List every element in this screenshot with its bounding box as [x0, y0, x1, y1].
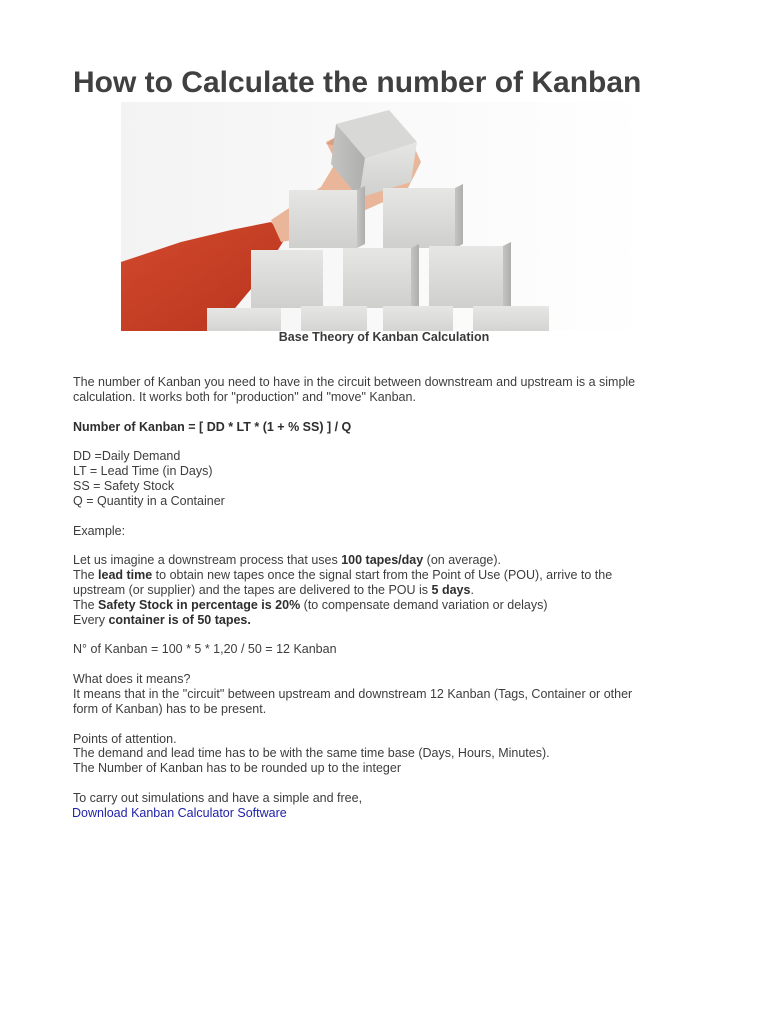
intro-line: calculation. It works both for "production" and "move" Kanban. [73, 389, 416, 404]
image-caption: Base Theory of Kanban Calculation [278, 330, 490, 344]
article-body [73, 375, 698, 821]
definition-item: SS = Safety Stock [73, 478, 175, 493]
definition-item: LT = Lead Time (in Days) [73, 464, 213, 479]
meaning-question: What does it means? [73, 672, 191, 687]
kanban-blocks-image [121, 102, 647, 331]
example-line: The lead time to obtain new tapes once the signal start from the Point of Use (POU), arrive to the [73, 568, 613, 583]
example-line: Every container is of 50 tapes. [73, 612, 251, 627]
attention-line: The demand and lead time has to be with the same time base (Days, Hours, Minutes). [73, 746, 550, 761]
attention-heading: Points of attention. [73, 731, 177, 746]
definition-item: DD =Daily Demand [73, 449, 181, 464]
download-calculator-link[interactable]: Download Kanban Calculator Software [72, 805, 287, 820]
intro-line: The number of Kanban you need to have in the circuit between downstream and upstream is a simple [73, 375, 636, 389]
formula: Number of Kanban = [ DD * LT * (1 + % SS) ] / Q [73, 419, 352, 434]
page-title: How to Calculate the number of Kanban [73, 66, 642, 99]
example-heading: Example: [73, 523, 126, 538]
meaning-line: form of Kanban) has to be present. [73, 701, 267, 716]
example-result: N° of Kanban = 100 * 5 * 1,20 / 50 = 12 Kanban [73, 642, 337, 657]
meaning-line: It means that in the "circuit" between upstream and downstream 12 Kanban (Tags, Container or other [73, 686, 633, 701]
example-line: Let us imagine a downstream process that uses 100 tapes/day (on average). [73, 553, 502, 568]
definition-item: Q = Quantity in a Container [73, 493, 225, 508]
example-line: upstream (or supplier) and the tapes are delivered to the POU is 5 days. [73, 582, 474, 597]
attention-line: The Number of Kanban has to be rounded up to the integer [73, 761, 402, 776]
example-line: The Safety Stock in percentage is 20% (to compensate demand variation or delays) [73, 597, 548, 612]
closing-text: To carry out simulations and have a simple and free, [73, 790, 363, 805]
